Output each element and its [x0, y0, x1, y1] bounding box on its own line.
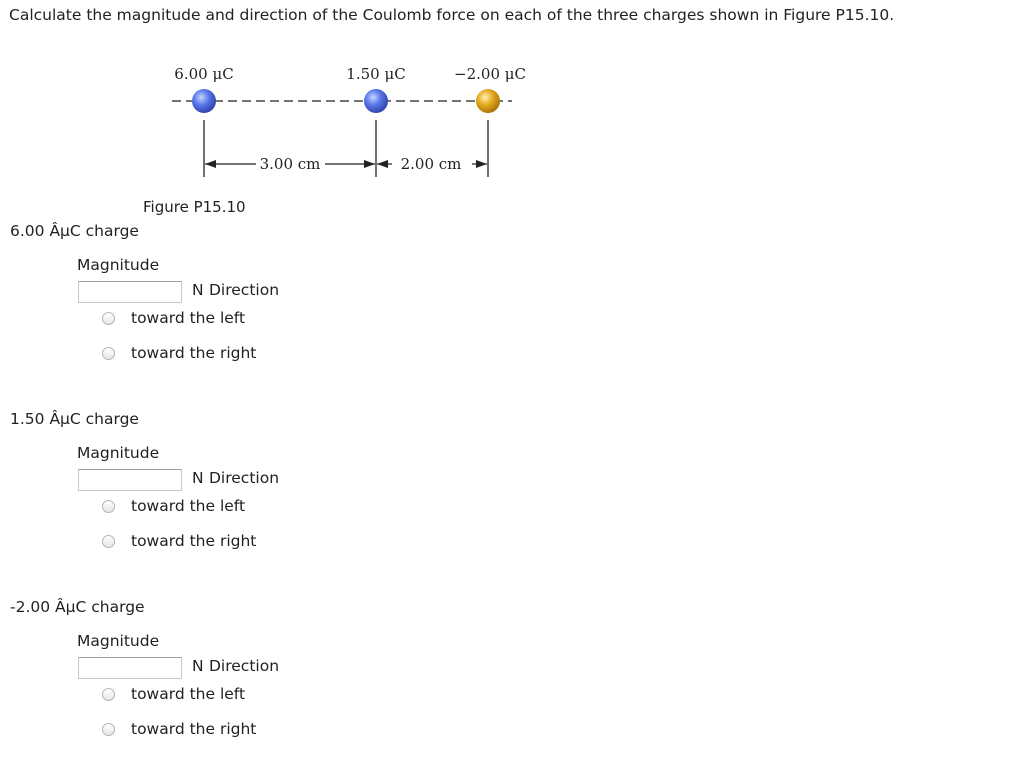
part-title: 6.00 ÂµC charge: [10, 222, 139, 240]
unit-label: N: [192, 469, 204, 487]
option-label: toward the left: [131, 685, 246, 703]
part-charge-2: [0, 410, 400, 560]
magnitude-input[interactable]: [78, 281, 182, 303]
charge-sphere-1: [192, 89, 216, 113]
option-toward-right[interactable]: [100, 532, 256, 550]
magnitude-input[interactable]: [78, 657, 182, 679]
charge-sphere-3: [476, 89, 500, 113]
direction-label: Direction: [209, 469, 280, 487]
radio-button[interactable]: [102, 535, 115, 548]
option-toward-right[interactable]: [100, 720, 256, 738]
arrowhead-left-1: [205, 160, 216, 168]
part-title: 1.50 ÂµC charge: [10, 410, 139, 428]
charge-sphere-2: [364, 89, 388, 113]
magnitude-input[interactable]: [78, 469, 182, 491]
option-toward-left[interactable]: [100, 685, 245, 703]
arrowhead-right-1: [364, 160, 375, 168]
figure-caption: Figure P15.10: [143, 198, 246, 216]
unit-label: N: [192, 281, 204, 299]
radio-button[interactable]: [102, 347, 115, 360]
radio-button[interactable]: [102, 688, 115, 701]
option-toward-left[interactable]: [100, 309, 245, 327]
charge-label-2: 1.50 μC: [346, 65, 406, 83]
part-title: -2.00 ÂµC charge: [10, 598, 145, 616]
arrowhead-right-2: [476, 160, 487, 168]
option-toward-right[interactable]: [100, 344, 256, 362]
part-charge-3: [0, 598, 400, 748]
charge-label-3: −2.00 μC: [454, 65, 526, 83]
part-charge-1: [0, 222, 400, 372]
option-label: toward the left: [131, 497, 246, 515]
radio-button[interactable]: [102, 723, 115, 736]
option-label: toward the right: [131, 532, 257, 550]
magnitude-label: Magnitude: [77, 632, 160, 650]
magnitude-label: Magnitude: [77, 444, 160, 462]
distance-label-2: 2.00 cm: [400, 155, 462, 173]
figure-p15-10: [0, 0, 560, 200]
direction-label: Direction: [209, 281, 280, 299]
charge-label-1: 6.00 μC: [174, 65, 234, 83]
magnitude-label: Magnitude: [77, 256, 160, 274]
option-label: toward the left: [131, 309, 246, 327]
distance-label-1: 3.00 cm: [259, 155, 321, 173]
option-toward-left[interactable]: [100, 497, 245, 515]
radio-button[interactable]: [102, 312, 115, 325]
option-label: toward the right: [131, 720, 257, 738]
radio-button[interactable]: [102, 500, 115, 513]
option-label: toward the right: [131, 344, 257, 362]
unit-label: N: [192, 657, 204, 675]
direction-label: Direction: [209, 657, 280, 675]
question-text: Calculate the magnitude and direction of the Coulomb force on each of the three charges shown in Figure P15.10.: [9, 6, 895, 24]
